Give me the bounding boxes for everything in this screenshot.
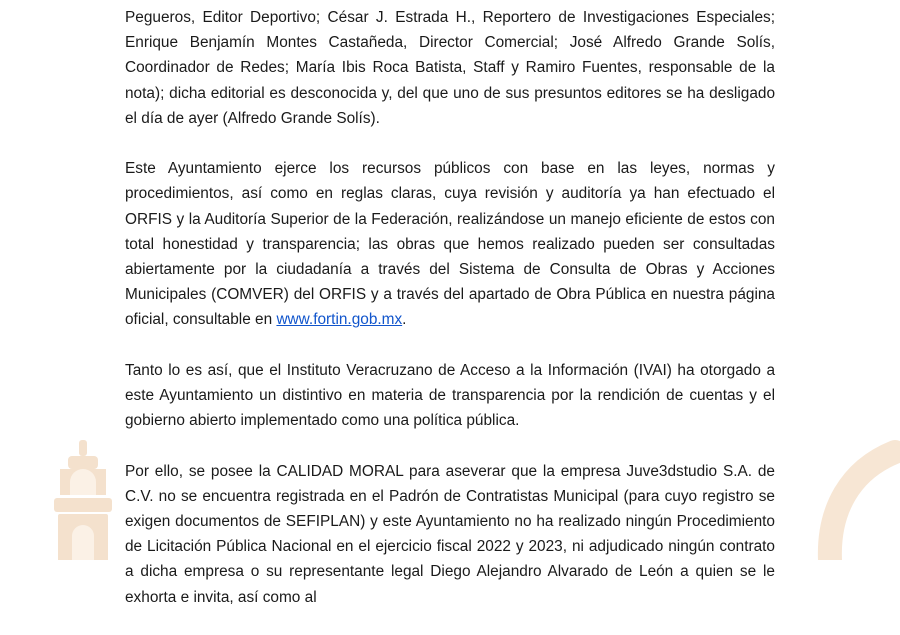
website-link[interactable]: www.fortin.gob.mx: [276, 311, 403, 329]
paragraph-moral-quality: Por ello, se posee la CALIDAD MORAL para aseverar que la empresa Juve3dstudio S.A. de C.V. no se encuentra registrada en el Padrón de Contratistas Municipal (para cuyo registro se exigen documentos de SEFIPLAN) y este Ayuntamiento no ha realizado ningún Procedimiento de Licitación Pública Nacional en el ejercicio fiscal 2022 y 2023, ni adjudicado ningún contrato a dicha empresa o su representante legal Diego Alejandro Alvarado de León a quien se le exhorta e invita, así como al: [125, 462, 775, 606]
document-body: [125, 5, 775, 635]
seal-arc-icon: [800, 440, 900, 560]
paragraph-public-resources: [125, 156, 775, 332]
paragraph-transparency-award: Tanto lo es así, que el Instituto Veracruzano de Acceso a la Información (IVAI) ha otorgado a este Ayuntamiento un distintivo en materia de transparencia por la rendición de cuentas y el gobierno abierto implementado como una política pública.: [125, 361, 775, 430]
paragraph-staff-list: Pegueros, Editor Deportivo; César J. Estrada H., Reportero de Investigaciones Especiales; Enrique Benjamín Montes Castañeda, Director Comercial; José Alfredo Grande Solís, Coordinador de Redes; María Ibis Roca Batista, Staff y Ramiro Fuentes, responsable de la nota); dicha editorial es desconocida y, del que uno de sus presuntos editores se ha desligado el día de ayer (Alfredo Grande Solís).: [125, 9, 775, 127]
paragraph-end-period: .: [402, 311, 407, 329]
paragraph-public-resources-text: Este Ayuntamiento ejerce los recursos públicos con base en las leyes, normas y procedimientos, así como en reglas claras, cuya revisión y auditoría ya han efectuado el ORFIS y la Auditoría Superior de la Federación, realizándose un manejo eficiente de estos con total honestidad y transparencia; las obras que hemos realizado pueden ser consultadas abiertamente por la ciudadanía a través del Sistema de Consulta de Obras y Acciones Municipales (COMVER) del ORFIS y a través del apartado de Obra Pública en nuestra página oficial, consultable en: [125, 160, 775, 329]
church-tower-icon: [48, 440, 118, 560]
